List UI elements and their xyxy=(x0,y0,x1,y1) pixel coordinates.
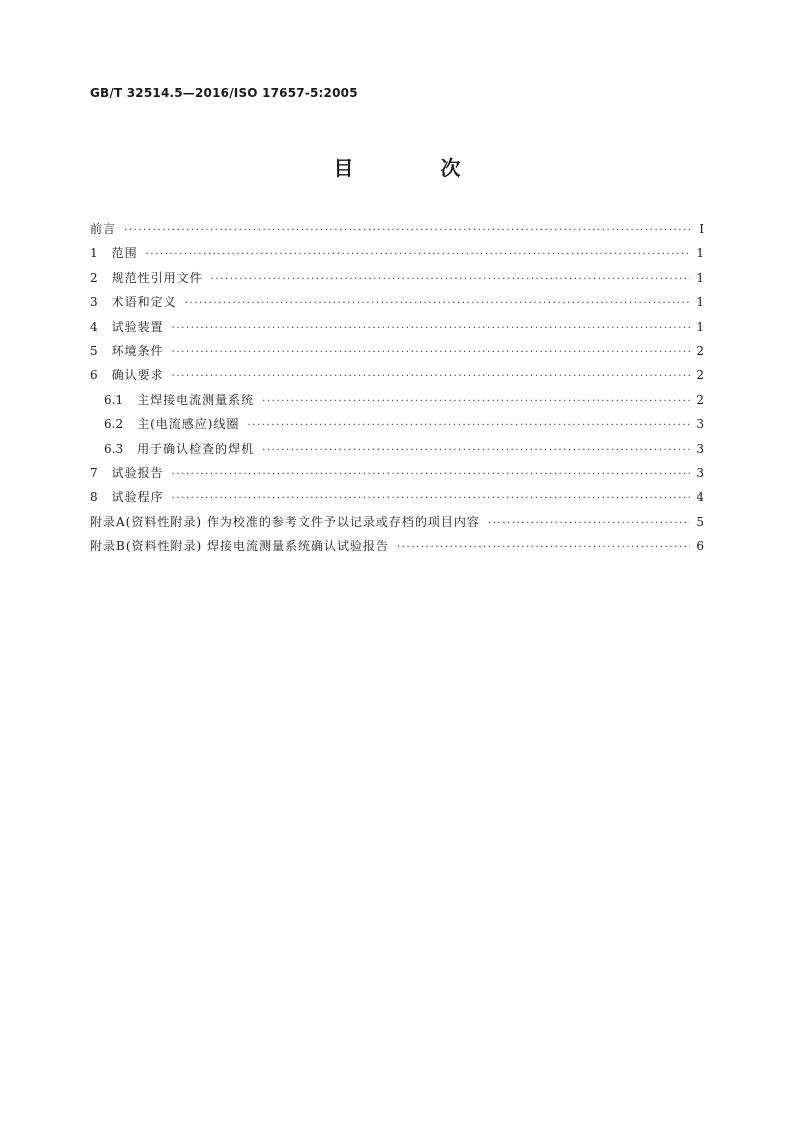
toc-leader-dots xyxy=(172,317,690,341)
toc-entry-text: 规范性引用文件 xyxy=(111,270,203,285)
toc-entry-6-3[interactable] xyxy=(90,437,704,461)
toc-entry-number: 7 xyxy=(90,465,98,480)
toc-entry-text: 试验装置 xyxy=(111,319,164,334)
toc-leader-dots xyxy=(211,268,690,292)
toc-entry-text: 附录A(资料性附录) 作为校准的参考文件予以记录或存档的项目内容 xyxy=(90,514,480,529)
toc-entry-page: 4 xyxy=(696,490,704,505)
toc-entry-page: 2 xyxy=(696,392,704,407)
toc-entry-text: 范围 xyxy=(111,246,138,261)
toc-entry-annex-a[interactable] xyxy=(90,510,704,534)
toc-entry-text: 术语和定义 xyxy=(111,295,177,310)
toc-entry-page: 3 xyxy=(696,441,704,456)
toc-entry-number: 4 xyxy=(90,319,98,334)
toc-entry-page: 3 xyxy=(696,417,704,432)
toc-entry-page: 6 xyxy=(696,539,704,554)
toc-entry-text: 确认要求 xyxy=(111,368,164,383)
toc-leader-dots xyxy=(146,243,690,267)
toc-entry-page: 2 xyxy=(696,368,704,383)
toc-leader-dots xyxy=(488,512,690,536)
toc-entry-text: 用于确认检查的焊机 xyxy=(137,441,255,456)
toc-entry-text: 试验程序 xyxy=(111,490,164,505)
toc-entry-foreword[interactable] xyxy=(90,217,704,241)
toc-entry-6[interactable] xyxy=(90,363,704,387)
standard-code: GB/T 32514.5—2016/ISO 17657-5:2005 xyxy=(90,86,358,100)
toc-entry-3[interactable] xyxy=(90,290,704,314)
toc-leader-dots xyxy=(247,414,690,438)
toc-entry-number: 5 xyxy=(90,343,98,358)
toc-entry-number: 6.1 xyxy=(104,392,124,407)
toc-entry-text: 环境条件 xyxy=(111,343,164,358)
toc-entry-6-2[interactable] xyxy=(90,412,704,436)
toc-entry-page: 5 xyxy=(696,514,704,529)
toc-leader-dots xyxy=(172,341,690,365)
toc-entry-4[interactable] xyxy=(90,315,704,339)
toc-entry-2[interactable] xyxy=(90,266,704,290)
toc-entry-page: 1 xyxy=(696,319,704,334)
toc-entry-page: 3 xyxy=(696,465,704,480)
toc-entry-text: 主焊接电流测量系统 xyxy=(137,392,255,407)
toc-leader-dots xyxy=(262,439,690,463)
toc-entry-annex-b[interactable] xyxy=(90,534,704,558)
toc-entry-text: 附录B(资料性附录) 焊接电流测量系统确认试验报告 xyxy=(90,539,389,554)
toc-entry-page: 1 xyxy=(696,246,704,261)
toc-leader-dots xyxy=(172,463,690,487)
toc-entry-5[interactable] xyxy=(90,339,704,363)
toc-leader-dots xyxy=(172,487,690,511)
toc-leader-dots xyxy=(172,365,690,389)
toc-entry-7[interactable] xyxy=(90,461,704,485)
toc-entry-text: 前言 xyxy=(90,222,117,236)
toc-entry-6-1[interactable] xyxy=(90,388,704,412)
toc-entry-number: 2 xyxy=(90,270,98,285)
toc-entry-number: 6 xyxy=(90,368,98,383)
toc-entry-number: 3 xyxy=(90,295,98,310)
page-title: 目 次 xyxy=(333,156,501,180)
toc-entry-page: 2 xyxy=(696,343,704,358)
toc-entry-number: 8 xyxy=(90,490,98,505)
toc-leader-dots xyxy=(185,292,690,316)
toc-leader-dots xyxy=(262,390,690,414)
toc-entry-number: 6.3 xyxy=(104,441,124,456)
toc-entry-page: 1 xyxy=(696,270,704,285)
toc-entry-text: 主(电流感应)线圈 xyxy=(137,417,240,432)
toc-entry-number: 1 xyxy=(90,246,98,261)
toc-leader-dots xyxy=(124,219,690,243)
toc-leader-dots xyxy=(397,536,690,560)
toc-entry-1[interactable] xyxy=(90,241,704,265)
toc-entry-number: 6.2 xyxy=(104,417,124,432)
toc-entry-page: Ⅰ xyxy=(699,222,704,236)
toc-entry-page: 1 xyxy=(696,295,704,310)
toc-entry-text: 试验报告 xyxy=(111,465,164,480)
table-of-contents xyxy=(90,217,704,558)
toc-entry-8[interactable] xyxy=(90,485,704,509)
